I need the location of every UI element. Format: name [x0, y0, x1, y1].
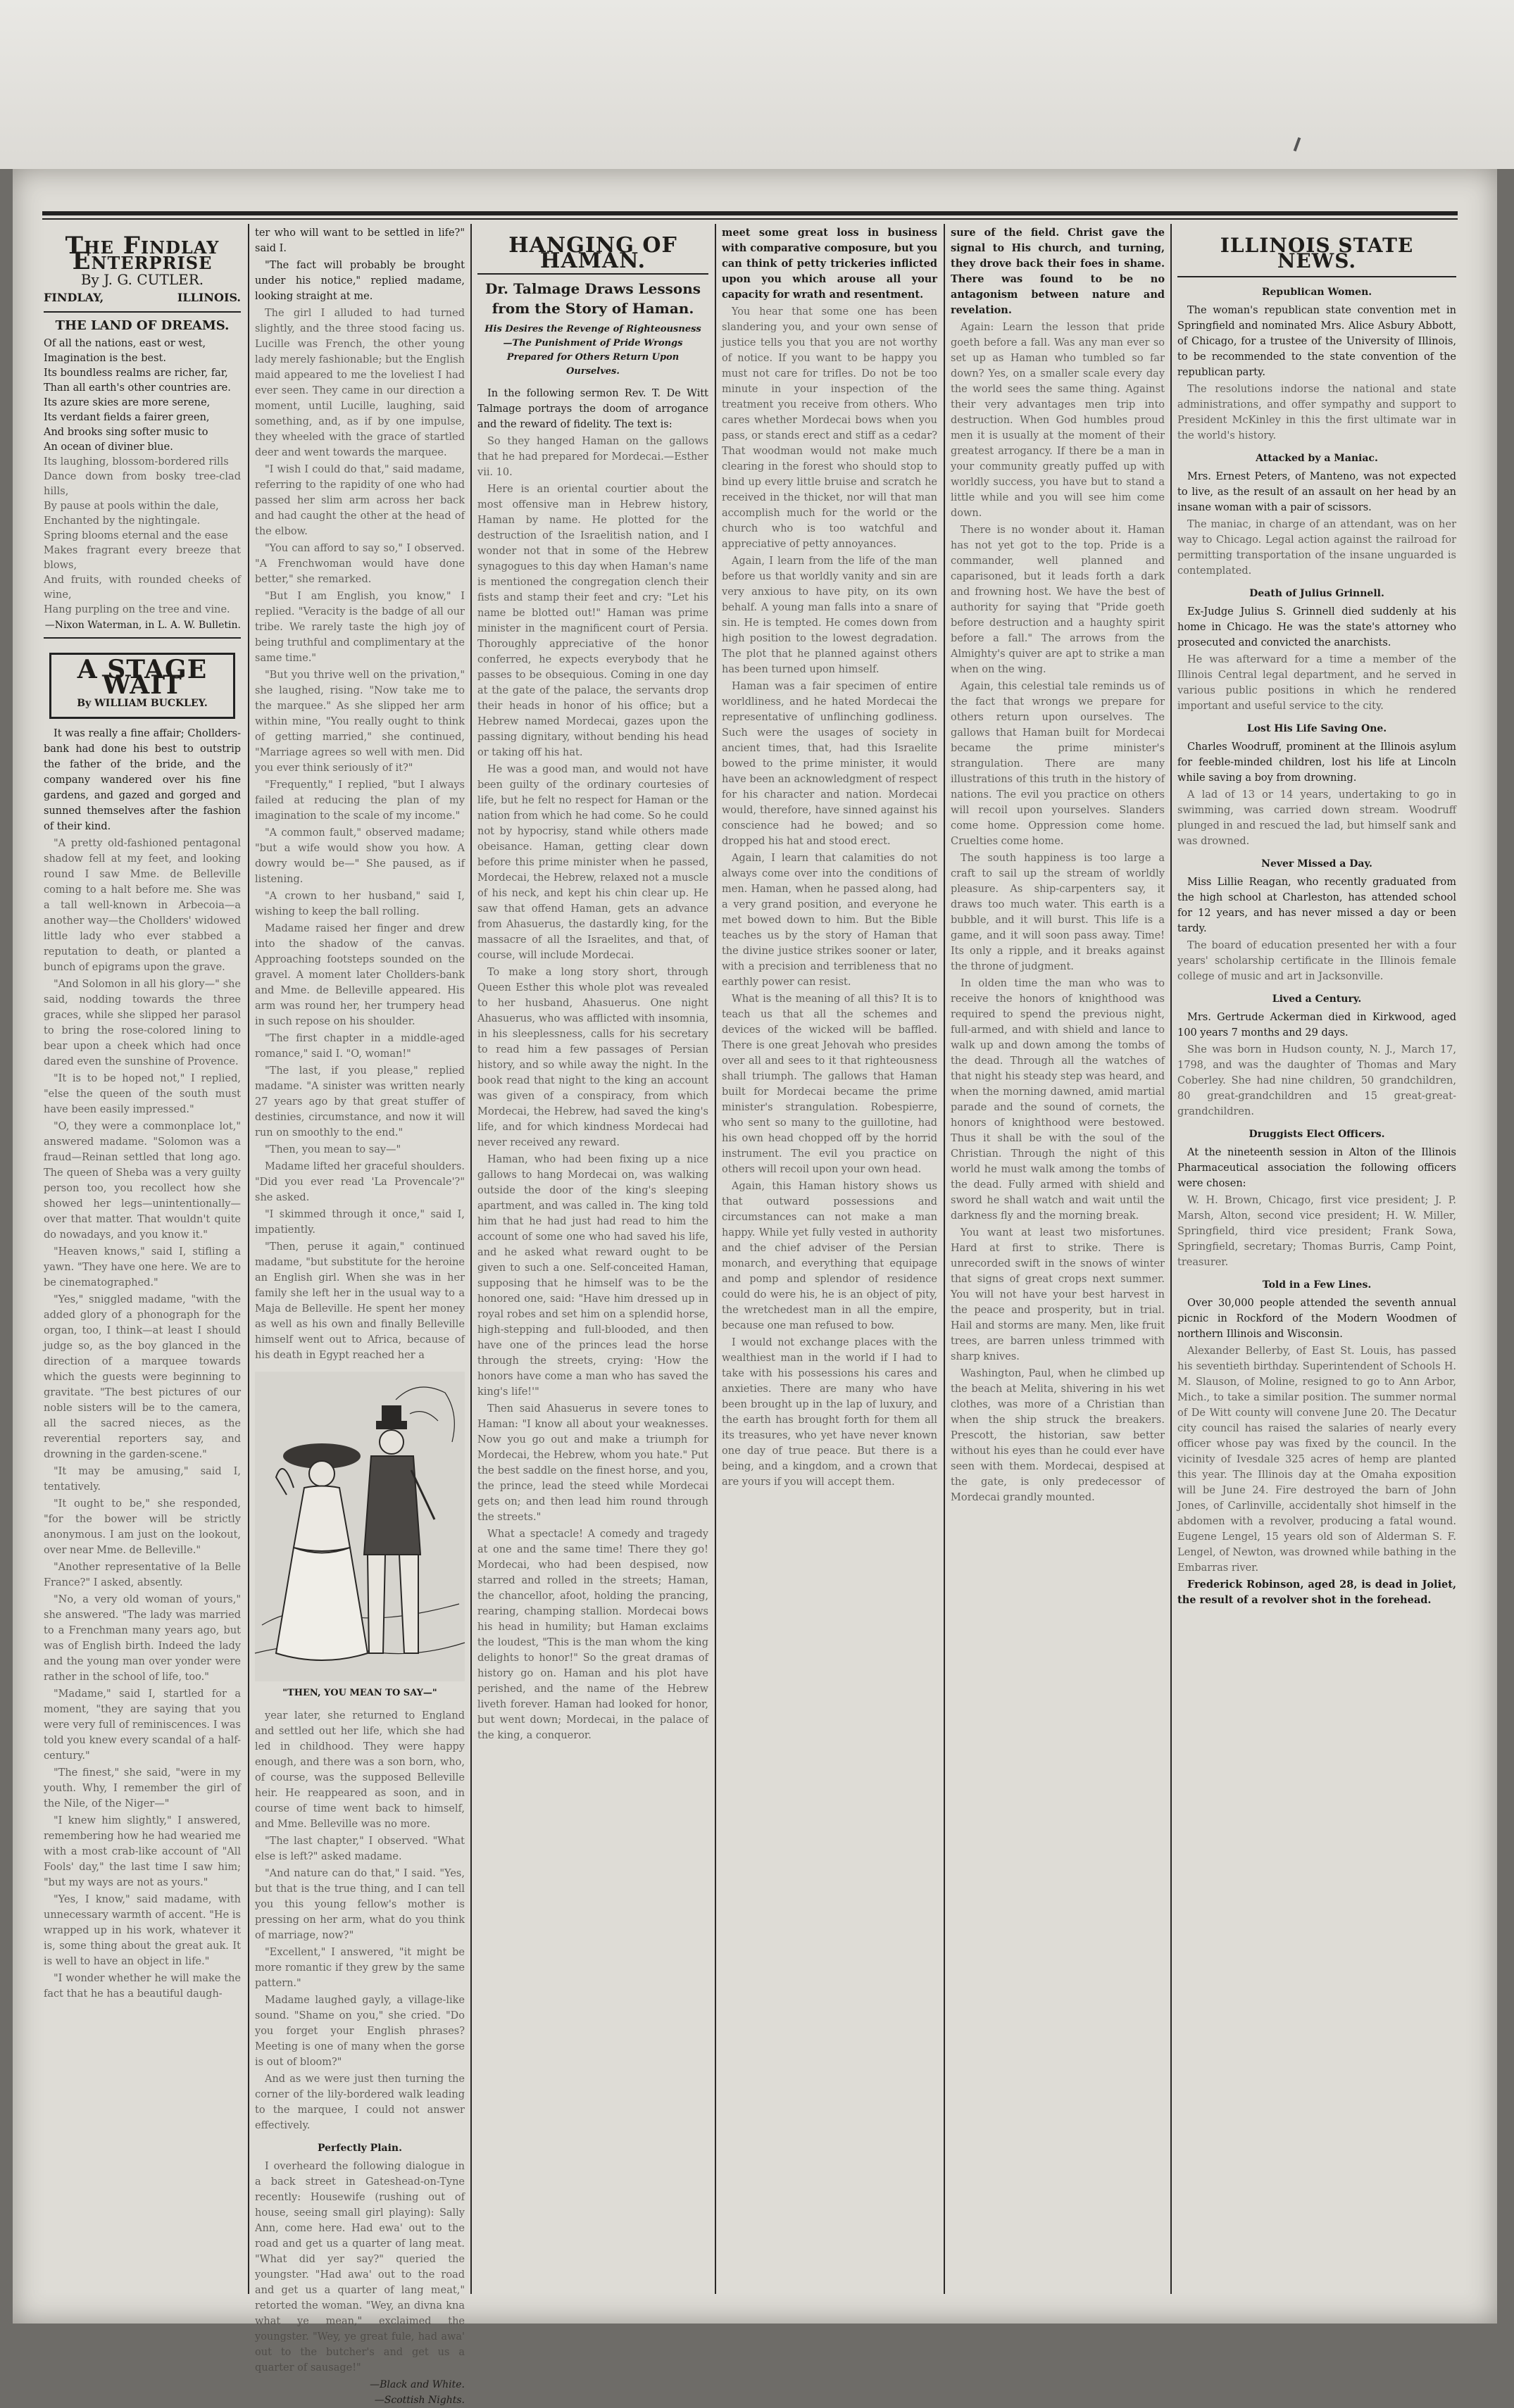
column-rule — [715, 224, 716, 2294]
news-item-more: The resolutions indorse the national and state administrations, and offer sympathy and support to President McKinley in this the first ultimate war in the world's history. — [1177, 384, 1456, 441]
story-body: "And nature can do that," I said. "Yes, but that is the true thing, and I can tell you this young fellow's mother is pressing on her arm, what do you think of marriage, now?" — [255, 1868, 465, 1941]
side-article-credit: —Black and White. — [370, 2379, 465, 2390]
story-body: "The last, if you please," replied madame. "A sinister was written nearly 27 years ago by that great stuffer of destinies, circumstance, and now it will run on smoothly to the end." — [255, 1065, 465, 1139]
news-item-more: She was born in Hudson county, N. J., March 17, 1798, and was the daughter of Thomas and Mary Coberley. She had nine children, 50 grandchildren, 80 great-grandchildren and 15 great-great-grandchildren. — [1177, 1044, 1456, 1117]
article-body: What is the meaning of all this? It is to teach us that all the schemes and devices of the wicked will be baffled. There is one great Jehovah who presides over all and sees to it that righteousness shall triumph. The gallows that Haman built for Mordecai became the prime minister's strangulation. Robespierre, who sent so many to the guillotine, had his own head chopped off by the horrid instrument. The evil you practice on others will recoil upon your own head. — [722, 993, 937, 1175]
news-item-more: Alexander Bellerby, of East St. Louis, has passed his seventieth birthday. Superintendent of Schools H. M. Slauson, of Moline, resigned to go to Ann Arbor, Mich., to take a similar position. The summer normal of De Witt county will convene June 20. The Decatur city council has raised the salaries of nearly every officer whose pay was fixed by the council. In the vicinity of Ivesdale 325 acres of hemp are planted this year. The Illinois day at the Omaha exposition will be June 24. Fire destroyed the barn of John Jones, of Carlinville, accidentally shot himself in the abdomen with a revolver, producing a fatal wound. Eugene Lengel, 15 years old son of Alderman S. F. Lengel, of Newton, was drowned while bathing in the Embarras river. — [1177, 1346, 1456, 1574]
story-body: "Heaven knows," said I, stifling a yawn. "They have one here. We are to be cinematographed." — [44, 1246, 241, 1288]
divider — [44, 311, 241, 313]
story-body: "It is to be hoped not," I replied, "else the queen of the south must have been easily impressed." — [44, 1073, 241, 1115]
article-col-top: sure of the field. Christ gave the signal to His church, and turning, they drove back their foes in shame. There was found to be no antagonism between nature and revelation. — [951, 227, 1165, 316]
column-6 — [1177, 225, 1456, 2295]
column-1 — [44, 225, 241, 2295]
story-title-box — [49, 653, 235, 719]
story-body: "The finest," she said, "were in my youth. Why, I remember the girl of the Nile, of the Niger—" — [44, 1767, 241, 1810]
story-body: "O, they were a commonplace lot," answered madame. "Solomon was a fraud—Reinan settled that long ago. The queen of Sheba was a very guilty person too, you recollect how she showed her legs—unintentionally—over that matter. That wouldn't quite do nowadays, and you know it." — [44, 1121, 241, 1241]
article-body: Haman was a fair specimen of entire worldliness, and he hated Mordecai the representative of unflinching godliness. Such were the usages of society in ancient times, that, had this Israelite bowed to the prime minister, it would have been an acknowledgment of respect for his character and nation. Mordecai would, therefore, have sinned against his conscience had he bowed; and so dropped his hat and stood erect. — [722, 681, 937, 847]
article-body: I would not exchange places with the wealthiest man in the world if I had to take with his possessions his cares and anxieties. There are many who have been brought up in the lap of luxury, and the earth has brought forth for them all its treasures, who yet have never known one day of true peace. But there is a being, and a kingdom, and a crown that are yours if you will accept them. — [722, 1337, 937, 1488]
story-body: "I knew him slightly," I answered, remembering how he had wearied me with a most crab-like account of "All Fools' day," the last time I saw him; "but my ways are not as yours." — [44, 1815, 241, 1888]
article-body: There is no wonder about it. Haman has not yet got to the top. Pride is a commander, well planned and caparisoned, but it leads forth a dark and frowning host. We have the best of authority for saying that "Pride goeth before destruction and a haughty spirit before a fall." The arrows from the Almighty's quiver are apt to strike a man when on the wing. — [951, 525, 1165, 675]
news-item-text: Mrs. Gertrude Ackerman died in Kirkwood, aged 100 years 7 months and 29 days. — [1177, 1012, 1456, 1039]
story-body: "I wish I could do that," said madame, referring to the rapidity of one who had passed her slim arm across her back and had caught the other at the head of the elbow. — [255, 464, 465, 537]
column-rule — [944, 224, 945, 2294]
story-continued-top: ter who will want to be settled in life?" said I. — [255, 227, 465, 254]
article-headline: HANGING OF HAMAN. — [508, 233, 677, 273]
news-item-head: Attacked by a Maniac. — [1256, 453, 1378, 464]
news-item-text: Miss Lillie Reagan, who recently graduated from the high school at Charleston, has attended school for 12 years, and has never missed a day or been tardy. — [1177, 877, 1456, 934]
couple-illustration-icon — [255, 1372, 465, 1681]
article-subhead: Dr. Talmage Draws Lessons from the Story of Haman. — [484, 280, 701, 317]
scan-top-margin — [0, 0, 1514, 169]
story-body: Madame raised her finger and drew into the shadow of the canvas. Approaching footsteps sounded on the gravel. A moment later Chollders-bank and Mme. de Belleville appeared. His arm was round her, her trumpery head in such repose on his shoulder. — [255, 923, 465, 1027]
section-headline: ILLINOIS STATE NEWS. — [1220, 234, 1414, 272]
news-item-head: Death of Julius Grinnell. — [1249, 588, 1384, 599]
column-5 — [951, 225, 1165, 2295]
story-title: A STAGE WAIT — [77, 655, 208, 700]
divider — [1177, 276, 1456, 277]
news-item-more: W. H. Brown, Chicago, first vice president; J. P. Marsh, Alton, second vice president; H. W. Miller, Springfield, third vice president; Frank Sowa, Springfield, secretary; Thomas Burris, Camp Point, treasurer. — [1177, 1195, 1456, 1268]
story-body: "No, a very old woman of yours," she answered. "The lady was married to a Frenchman many years ago, but was of English birth. Indeed the lady and the young man over yonder were rather in the school of life, too." — [44, 1594, 241, 1683]
news-item-head: Lived a Century. — [1272, 993, 1362, 1005]
side-article-head: Perfectly Plain. — [318, 2143, 402, 2154]
story-body: "It ought to be," she responded, "for the bower will be strictly anonymous. I am just on the lookout, over near Mme. de Belleville." — [44, 1498, 241, 1556]
story-body: "Madame," said I, startled for a moment, "they are saying that you were very full of reminiscences. I was told you knew every scandal of a half-century." — [44, 1688, 241, 1762]
article-body: Again, I learn that calamities do not always come over into the conditions of men. Haman, when he passed along, had a very grand position, and everyone he met bowed down to him. But the Bible teaches us by the story of Haman that the divine justice strikes sooner or later, with a precision and terribleness that no earthly power can resist. — [722, 853, 937, 988]
divider — [477, 273, 708, 275]
news-item-head: Never Missed a Day. — [1261, 858, 1372, 870]
article-body: He was a good man, and would not have been guilty of the ordinary courtesies of life, but he felt no respect for Haman or the nation from which he had come. So he could not by hypocrisy, stand while others made obeisance. Haman, getting clear down before this prime minister when he passed, Mordecai, the Hebrew, relaxed not a muscle of his neck, and kept his chin clear up. He saw that offend Haman, gets an advance from Ahasuerus, the dastardly king, for the massacre of all the Israelites, and that, of course, will include Mordecai. — [477, 764, 708, 961]
story-body: "A common fault," observed madame; "but a wife would show you how. A dowry would be—" She paused, as if listening. — [255, 827, 465, 885]
column-rule — [470, 224, 472, 2294]
article-body: Again: Learn the lesson that pride goeth before a fall. Was any man ever so set up as Haman who tumbled so far down? Yes, on a smaller scale every day the world sees the same thing. Against their very advantages men trip into destruction. When God humbles proud men it is usually at the moment of their greatest arrogancy. If there be a man in your community greatly puffed up with worldly success, you have but to stand a little while and you will see him come down. — [951, 322, 1165, 519]
article-body: Again, I learn from the life of the man before us that worldly vanity and sin are very anxious to have pity, on its own behalf. A young man falls into a snare of sin. He is tempted. He comes down from high position to the lowest degradation. The plot that he planned against others has been turned upon himself. — [722, 556, 937, 675]
masthead-byline: By J. G. CUTLER. — [80, 271, 204, 288]
article-body: Again, this Haman history shows us that outward possessions and circumstances can not make a man happy. While yet fully vested in authority and the chief adviser of the Persian monarch, and everything that equipage and pomp and splendor of residence could do were his, he is an object of pity, the wretchedest man in all the empire, because one man refused to bow. — [722, 1181, 937, 1331]
article-body: You hear that some one has been slandering you, and your own sense of justice tells you that you are not worthy of notice. If you want to be happy you must not care for trifles. Do not be too minute in your inspection of the treatment you receive from others. Who cares whether Mordecai bows when you pass, or stands erect and stiff as a cedar? That woodman would not make much clearing in the forest who should stop to bind up every little bruise and scratch he received in the thicket, nor will that man accomplish much for the world or the church who is too watchful and appreciative of petty annoyances. — [722, 306, 937, 550]
story-body: The girl I alluded to had turned slightly, and the three stood facing us. Lucille was French, the other young lady merely fashionable; but the English maid appeared to me the loveliest I had ever seen. They came in our direction a moment, until Lucille, laughing, said something, and, as if by one impulse, they wheeled with the grace of startled deer and went towards the marquee. — [255, 308, 465, 458]
poem-continued: Its laughing, blossom-bordered rills Dance down from bosky tree-clad hills, By pause at pools within the dale, Enchanted by the nightingale. Spring blooms eternal and the ease Makes fragrant every breeze that blows, And fruits, with rounded cheeks of wine, Hang purpling on the tree and vine. — [44, 456, 241, 615]
story-body: "A pretty old-fashioned pentagonal shadow fell at my feet, and looking round I saw Mme. de Belleville coming to a halt before me. She was a tall well-known in Arbecoia—a another way—the Chollders' widowed little lady who ever stabbed a reputation to death, or planted a bunch of epigrams upon the grave. — [44, 838, 241, 973]
story-body: "Frequently," I replied, "but I always failed at reducing the plan of my imagination to the scale of my income." — [255, 779, 465, 822]
story-body: "Yes, I know," said madame, with unnecessary warmth of accent. "He is wrapped up in his work, whatever it is, some thing about the great auk. It is well to have an object in life." — [44, 1894, 241, 1967]
news-item-text: The woman's republican state convention met in Springfield and nominated Mrs. Alice Asbury Abbott, of Chicago, for a trustee of the University of Illinois, to be recommended to the state convention of the republican party. — [1177, 305, 1456, 378]
top-rule-thin — [42, 218, 1458, 220]
news-item-text: Frederick Robinson, aged 28, is dead in Joliet, the result of a revolver shot in the forehead. — [1177, 1579, 1456, 1606]
column-3 — [477, 225, 708, 2295]
article-lead: In the following sermon Rev. T. De Witt Talmage portrays the doom of arrogance and the reward of fidelity. The text is: — [477, 388, 708, 430]
poem-text: Of all the nations, east or west, Imagination is the best. Its boundless realms are richer, far, Than all earth's other countries are. Its azure skies are more serene, Its verdant fields a fairer green, And brooks sing softer music to An ocean of diviner blue. — [44, 338, 231, 453]
divider — [44, 637, 241, 639]
news-item-text: Ex-Judge Julius S. Grinnell died suddenly at his home in Chicago. He was the state's attorney who prosecuted and convicted the anarchists. — [1177, 606, 1456, 648]
article-body: The south happiness is too large a craft to sail up the stream of worldly pleasure. As ship-carpenters say, it draws too much water. This earth is a bubble, and it will burst. This life is a game, and it will soon pass away. Time! Its only a ripple, and it breaks against the throne of judgment. — [951, 853, 1165, 972]
article-body: Washington, Paul, when he climbed up the beach at Melita, shivering in his wet clothes, was more of a Christian than when the ship struck the breakers. Prescott, the historian, saw better without his eyes than he could ever have seen with them. Mordecai, despised at the gate, is only predecessor of Mordecai grandly mounted. — [951, 1368, 1165, 1503]
story-body: "It may be amusing," said I, tentatively. — [44, 1466, 241, 1493]
article-body: Here is an oriental courtier about the most offensive man in Hebrew history, Haman by name. He plotted for the destruction of the Israelitish nation, and I wonder not that in some of the Hebrew synagogues to this day when Haman's name is mentioned the congregation clench their fists and stamp their feet and cry: "Let his name be blotted out!" Haman was prime minister in the magnificent court of Persia. Thoroughly appreciative of the honor conferred, he expects everybody that he passes to be obsequious. Coming in one day at the gate of the palace, the servants drop their heads in honor of his office; but a Hebrew named Mordecai, gazes upon the passing dignitary, without bending his head or taking off his hat. — [477, 484, 708, 758]
news-item-head: Lost His Life Saving One. — [1246, 723, 1387, 734]
story-body: "Then, peruse it again," continued madame, "but substitute for the heroine an English girl. When she was in her family she left her in the usual way to a Maja de Belleville. He spent her money as well as his own and finally Belleville himself went out to Africa, because of his death in Egypt reached her a — [255, 1241, 465, 1361]
news-item-text: At the nineteenth session in Alton of the Illinois Pharmaceutical association the following officers were chosen: — [1177, 1147, 1456, 1189]
poem-title: THE LAND OF DREAMS. — [55, 318, 230, 333]
news-item-more: A lad of 13 or 14 years, undertaking to go in swimming, was carried down stream. Woodruff plunged in and rescued the lad, but himself sank and was drowned. — [1177, 789, 1456, 847]
story-body: "You can afford to say so," I observed. "A Frenchwoman would have done better," she remarked. — [255, 543, 465, 585]
dateline-town: FINDLAY, — [44, 291, 104, 304]
story-byline: By WILLIAM BUCKLEY. — [77, 698, 208, 709]
story-para: "The fact will probably be brought under his notice," replied madame, looking straight at me. — [255, 260, 465, 302]
poem-credit: —Nixon Waterman, in L. A. W. Bulletin. — [44, 620, 241, 631]
story-opening: It was really a fine affair; Chollders-bank had done his best to outstrip the father of the bride, and the company wandered over his fine gardens, and gazed and gorged and sunned themselves after the fashion of their kind. — [44, 728, 241, 832]
column-rule — [1170, 224, 1172, 2294]
article-body: Then said Ahasuerus in severe tones to Haman: "I know all about your weaknesses. Now you go out and make a triumph for Mordecai, the Hebrew, whom you hate." Put the best saddle on the finest horse, and you, the prince, lead the steed while Mordecai gets on; and then lead him round through the streets." — [477, 1403, 708, 1523]
article-body: Haman, who had been fixing up a nice gallows to hang Mordecai on, was walking outside the door of the king's sleeping apartment, and was called in. The king told him that he had just had read to him the account of some one who had saved his life, and he asked what reward ought to be given to such a one. Self-conceited Haman, supposing that he himself was to be the honored one, said: "Have him dressed up in royal robes and set him on a splendid horse, high-stepping and full-blooded, and then have one of the princes lead the horse through the streets, crying: 'How the honors have come a man who has saved the king's life!'" — [477, 1154, 708, 1398]
story-body: "But you thrive well on the privation," she laughed, rising. "Now take me to the marquee." As she slipped her arm within mine, "You really ought to think of getting married," she continued, "Marriage agrees so well with men. Did you ever think seriously of it?" — [255, 670, 465, 774]
illustration-caption: "THEN, YOU MEAN TO SAY—" — [282, 1688, 437, 1698]
article-deck: His Desires the Revenge of Righteousness—The Punishment of Pride Wrongs Prepared for Others Return Upon Ourselves. — [484, 324, 701, 377]
story-body: "And Solomon in all his glory—" she said, nodding towards the three graces, while she slipped her parasol to bring the rose-colored lining to bear upon a cheek which had once dared even the sunshine of Provence. — [44, 979, 241, 1067]
top-rule — [42, 211, 1458, 215]
story-body: "I skimmed through it once," said I, impatiently. — [255, 1209, 465, 1236]
dateline-state: ILLINOIS. — [177, 291, 241, 304]
story-body: Madame lifted her graceful shoulders. "Did you ever read 'La Provencale'?" she asked. — [255, 1161, 465, 1203]
story-body: "The last chapter," I observed. "What else is left?" asked madame. — [255, 1836, 465, 1862]
news-item-text: Over 30,000 people attended the seventh annual picnic in Rockford of the Modern Woodmen of northern Illinois and Wisconsin. — [1177, 1298, 1456, 1340]
story-body: "But I am English, you know," I replied. "Veracity is the badge of all our tribe. We rarely taste the high joy of being truthful and complimentary at the same time." — [255, 591, 465, 664]
news-item-more: The maniac, in charge of an attendant, was on her way to Chicago. Legal action against the railroad for permitting transportation of the insane unguarded is contemplated. — [1177, 519, 1456, 577]
article-text-quote: So they hanged Haman on the gallows that he had prepared for Mordecai.—Esther vii. 10. — [477, 436, 708, 478]
column-2 — [255, 225, 465, 2406]
story-illustration — [255, 1372, 465, 1681]
news-item-text: Charles Woodruff, prominent at the Illinois asylum for feeble-minded children, lost his life at Lincoln while saving a boy from drowning. — [1177, 741, 1456, 784]
news-item-head: Told in a Few Lines. — [1262, 1279, 1372, 1291]
article-body: In olden time the man who was to receive the honors of knighthood was required to spend the previous night, full-armed, and with shield and lance to walk up and down among the tombs of the dead. Through all the watches of that night his steady step was heard, and when the morning dawned, amid martial parade and the sound of cornets, the honors of knighthood were bestowed. Thus it shall be with the soul of the Christian. Through the night of this world he must walk among the tombs of the dead. Fully armed with shield and sword he shall watch and wait until the darkness fly and the morning break. — [951, 978, 1165, 1222]
news-item-more: He was afterward for a time a member of the Illinois Central legal department, and he served in various public positions in which he rendered important and useful service to the city. — [1177, 654, 1456, 712]
story-body: "Yes," sniggled madame, "with the added glory of a phonograph for the organ, too, I think—at least I should judge so, as the boy glanced in the direction of a marquee towards which the guests were beginning to gravitate. "The best pictures of our noble sisters will be to the camera, all the sacred nieces, as the reverential reporters say, and drowning in the garden-scene." — [44, 1294, 241, 1460]
side-article-body: I overheard the following dialogue in a back street in Gateshead-on-Tyne recently: Housewife (rushing out of house, seeing small girl playing): Sally Ann, come here. Had ewa' out to the road and get us a quarter of lang meat. "What did yer say?" queried the youngster. "Had awa' out to the road and get us a quarter of lang meat," retorted the woman. "Wey, an divna kna what ye mean," exclaimed the youngster. "Wey, ye great fule, had awa' out to the butcher's and get us a quarter of sausage!" — [255, 2161, 465, 2373]
story-body: "I wonder whether he will make the fact that he has a beautiful daugh- — [44, 1973, 241, 2000]
story-body: year later, she returned to England and settled out her life, which she had led in childhood. They were happy enough, and there was a son born, who, of course, was the supposed Belleville heir. He reappeared as soon, and in course of time went back to himself, and Mme. Belleville was no more. — [255, 1710, 465, 1830]
news-item-more: The board of education presented her with a four years' scholarship certificate in the Illinois female college of music and art in Jacksonville. — [1177, 940, 1456, 982]
article-body: Again, this celestial tale reminds us of the fact that wrongs we prepare for others return upon ourselves. The gallows that Haman built for Mordecai became the prime minister's strangulation. There are many illustrations of this truth in the history of nations. The evil you practice on others will recoil upon yourselves. Slanders come home. Oppression come home. Cruelties come home. — [951, 681, 1165, 847]
article-body: You want at least two misfortunes. Hard at first to strike. There is unrecorded swift in the snows of winter that signs of great crops next summer. You will not have your best harvest in the peace and prosperity, but in trial. Hail and storms are many. Men, like fruit trees, are barren unless trimmed with sharp knives. — [951, 1227, 1165, 1362]
column-4 — [722, 225, 937, 2295]
dateline — [44, 290, 241, 306]
story-body: "Excellent," I answered, "it might be more romantic if they grew by the same pattern." — [255, 1947, 465, 1989]
article-body: What a spectacle! A comedy and tragedy at one and the same time! There they go! Mordecai, who had been despised, now starred and rolled in the streets; Haman, the chancellor, afoot, holding the prancing, rearing, champing stallion. Mordecai bows his head in humility; but Haman exclaims the loudest, "This is the man whom the king delights to honor!" So the great dramas of history go on. Haman and his plot have perished, and the name of the Hebrew liveth forever. Haman had looked for honor, but went down; Mordecai, in the palace of the king, a conqueror. — [477, 1529, 708, 1741]
story-body: "The first chapter in a middle-aged romance," said I. "O, woman!" — [255, 1033, 465, 1060]
story-credit: —Scottish Nights. — [374, 2395, 465, 2406]
story-body: Madame laughed gayly, a village-like sound. "Shame on you," she cried. "Do you forget your English phrases? Meeting is one of many when the gorse is out of bloom?" — [255, 1995, 465, 2068]
story-body: "Another representative of la Belle France?" I asked, absently. — [44, 1562, 241, 1588]
article-col-top: meet some great loss in business with comparative composure, but you can think of petty trickeries inflicted upon you which arouse all your capacity for wrath and resentment. — [722, 227, 937, 301]
story-body: And as we were just then turning the corner of the lily-bordered walk leading to the marquee, I could not answer effectively. — [255, 2074, 465, 2131]
news-item-head: Druggists Elect Officers. — [1249, 1129, 1385, 1140]
article-body: To make a long story short, through Queen Esther this whole plot was revealed to her husband, Ahasuerus. One night Ahasuerus, who was afflicted with insomnia, in his sleeplessness, calls for his secretary to read him a few passages of Persian history, and so while away the night. In the book read that night to the king an account was given of a conspiracy, from which Mordecai, the Hebrew, had saved the king's life, and for which kindness Mordecai had never received any reward. — [477, 967, 708, 1148]
story-body: "Then, you mean to say—" — [265, 1144, 401, 1155]
news-item-text: Mrs. Ernest Peters, of Manteno, was not expected to live, as the result of an assault on her head by an insane woman with a pair of scissors. — [1177, 471, 1456, 513]
masthead-title: The Findlay Enterprise — [65, 232, 220, 275]
story-body: "A crown to her husband," said I, wishing to keep the ball rolling. — [255, 891, 465, 917]
column-rule — [248, 224, 249, 2294]
news-item-head: Republican Women. — [1261, 287, 1372, 298]
